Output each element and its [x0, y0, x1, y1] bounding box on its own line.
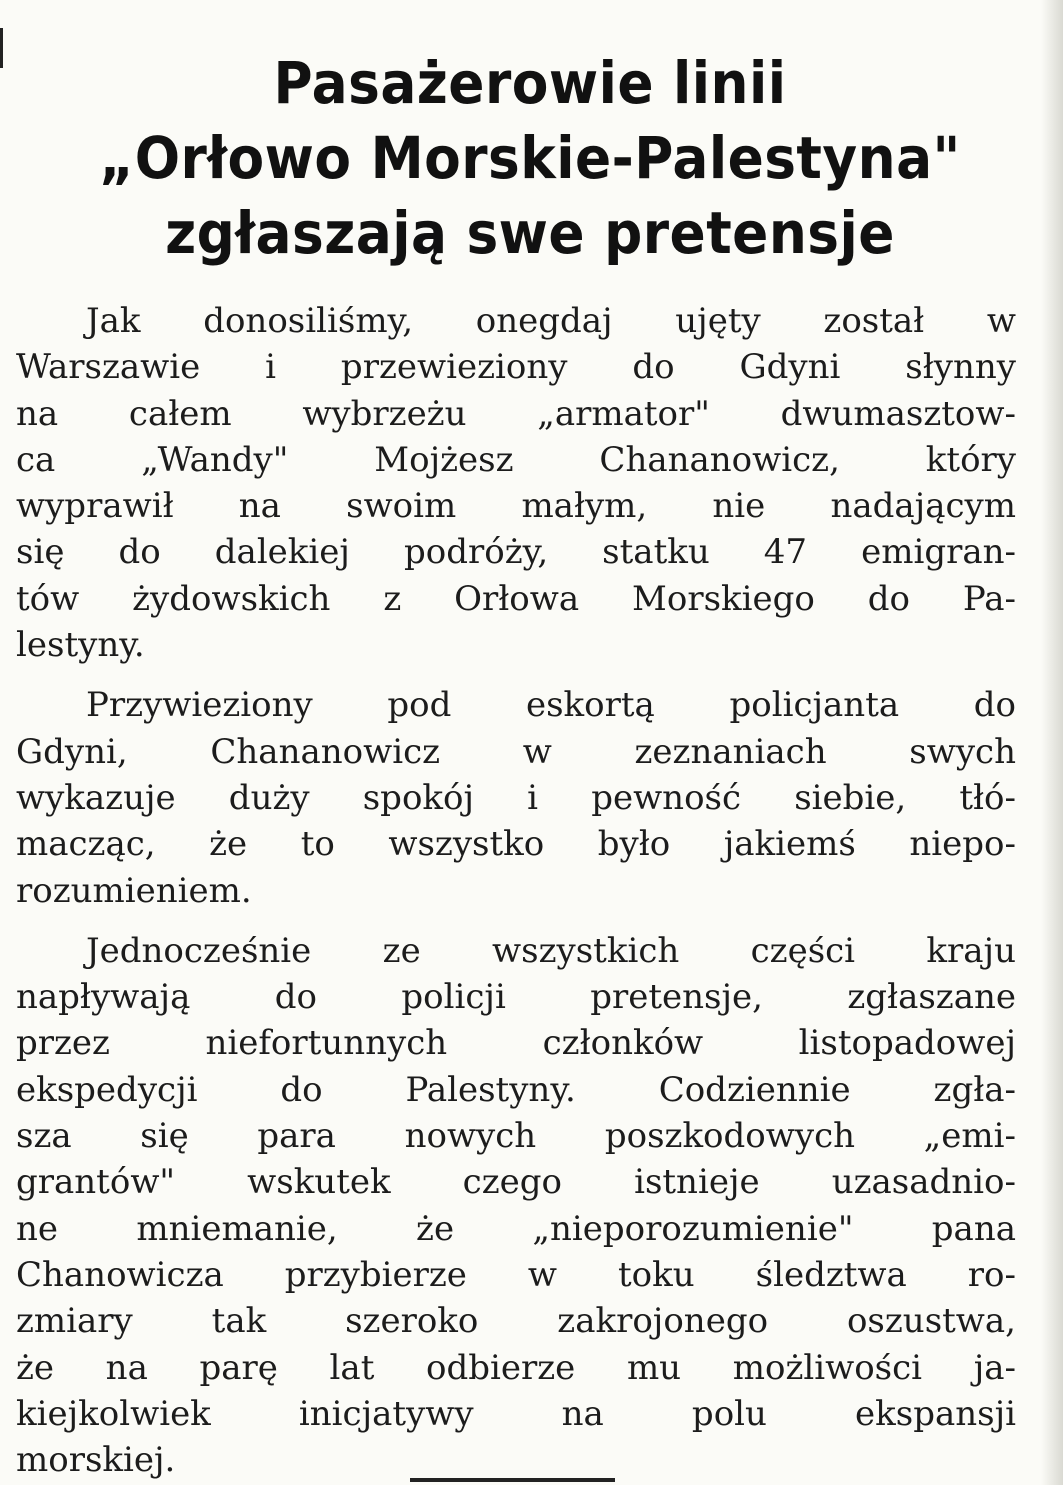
article-headline: [79, 46, 981, 271]
headline-line: Pasażerowie linii: [273, 49, 787, 117]
text-line: ekspedycji do Palestyny. Codziennie zgła-: [16, 1069, 1016, 1110]
text-line: napływają do policji pretensje, zgłaszane: [16, 977, 1016, 1018]
text-line: kiejkolwiek inicjatywy na polu ekspansji: [16, 1393, 1016, 1434]
text-line: zmiary tak szeroko zakrojonego oszustwa,: [16, 1301, 1016, 1342]
text-line: Przywieziony pod eskortą policjanta do: [86, 685, 1016, 726]
text-line: wyprawił na swoim małym, nie nadającym: [16, 486, 1016, 527]
text-line: przez niefortunnych członków listopadowej: [16, 1023, 1016, 1064]
headline-line: zgłaszają swe pretensje: [165, 199, 895, 267]
text-line: Gdyni, Chananowicz w zeznaniach swych: [16, 731, 1016, 772]
text-line: macząc, że to wszystko było jakiemś niepo-: [16, 824, 1016, 865]
text-line: Jak donosiliśmy, onegdaj ujęty został w: [86, 301, 1016, 341]
text-line: grantów" wskutek czego istnieje uzasadnio-: [16, 1162, 1016, 1203]
text-line: się do dalekiej podróży, statku 47 emigran-: [16, 532, 1016, 573]
text-line: na całem wybrzeżu „armator" dwumasztow-: [16, 393, 1016, 434]
headline-line: „Orłowo Morskie-Palestyna": [99, 124, 961, 192]
text-line: wykazuje duży spokój i pewność siebie, tłó-: [16, 777, 1016, 818]
text-line: lestyny.: [16, 625, 145, 666]
text-line: że na parę lat odbierze mu możliwości ja-: [16, 1347, 1016, 1388]
text-line: ne mniemanie, że „nieporozumienie" pana: [16, 1208, 1016, 1249]
text-line: Chanowicza przybierze w toku śledztwa ro-: [16, 1254, 1016, 1295]
text-line: rozumieniem.: [16, 870, 252, 911]
text-line: tów żydowskich z Orłowa Morskiego do Pa-: [16, 578, 1016, 619]
left-margin-rule: [0, 28, 3, 68]
paragraph-2: [16, 682, 1016, 913]
article-end-rule: [410, 1478, 615, 1482]
text-line: morskiej.: [16, 1440, 176, 1481]
page-edge-shadow: [1041, 0, 1063, 1485]
text-line: Warszawie i przewieziony do Gdyni słynny: [16, 347, 1016, 388]
article-body: [16, 298, 1016, 1485]
paragraph-3: [16, 928, 1016, 1484]
text-line: Jednocześnie ze wszystkich części kraju: [86, 930, 1016, 971]
text-line: ca „Wandy" Mojżesz Chananowicz, który: [16, 439, 1016, 480]
text-line: sza się para nowych poszkodowych „emi-: [16, 1116, 1016, 1157]
paragraph-1: [16, 298, 1016, 668]
